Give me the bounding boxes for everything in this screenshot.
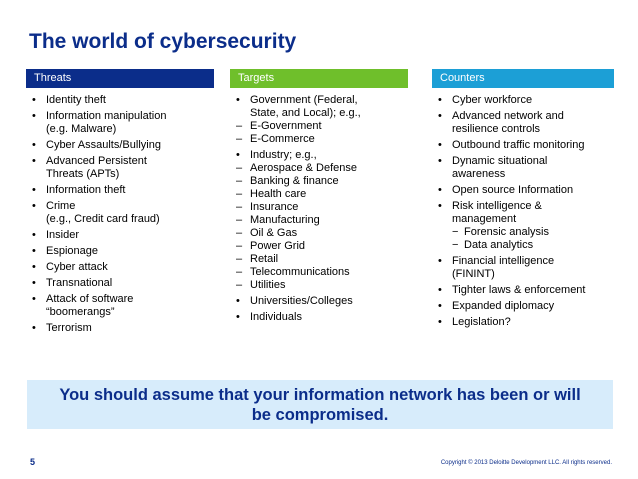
list-item [432,139,614,152]
bullet-marker: • [438,255,442,267]
copyright-notice: Copyright © 2013 Deloitte Development LLC. All rights reserved. [440,460,612,466]
list-item [432,284,614,297]
bullet-marker: – [236,175,243,187]
item-text: Cyber Assaults/Bullying [46,139,161,151]
list-item [230,149,408,162]
list-item [230,133,408,146]
item-text: awareness [452,168,506,180]
list-item [230,94,408,120]
item-text: Universities/Colleges [250,295,353,307]
bullet-marker: • [32,229,36,241]
bullet-marker: – [236,201,243,213]
item-text: Risk intelligence & [452,200,542,212]
list-item [230,266,408,279]
targets-column [230,69,408,327]
list-item [432,239,614,252]
targets-list [230,94,408,324]
list-item [230,120,408,133]
bullet-marker: • [438,184,442,196]
list-item [26,322,214,335]
list-item [432,200,614,226]
list-item [230,175,408,188]
bullet-marker: • [32,184,36,196]
bullet-marker: • [32,155,36,167]
item-text: E-Commerce [250,133,315,145]
list-item [26,277,214,290]
item-text: Forensic analysis [464,226,549,238]
bullet-marker: • [438,284,442,296]
item-text: resilience controls [452,123,541,135]
bullet-marker: • [438,94,442,106]
item-text: Retail [250,253,279,265]
item-text: Identity theft [46,94,106,106]
slide-title: The world of cybersecurity [29,30,297,53]
bullet-marker: – [236,214,243,226]
bullet-marker: • [32,293,36,305]
list-item [432,184,614,197]
threats-header: Threats [26,69,214,88]
list-item [26,229,214,242]
bullet-marker: • [32,94,36,106]
banner-line-2: be compromised. [251,406,389,424]
list-item [26,184,214,197]
item-text: Legislation? [452,316,511,328]
item-text: Information theft [46,184,126,196]
bullet-marker: – [236,120,243,132]
key-message-banner [27,380,613,429]
item-text: Expanded diplomacy [452,300,555,312]
item-text: Advanced network and [452,110,564,122]
bullet-marker: – [236,266,243,278]
list-item [26,293,214,319]
counters-header: Counters [432,69,614,88]
threats-column [26,69,214,338]
bullet-marker: – [236,133,243,145]
list-item [230,240,408,253]
item-text: Data analytics [464,239,534,251]
bullet-marker: • [32,261,36,273]
item-text: (FININT) [452,268,495,280]
item-text: Power Grid [250,240,306,252]
bullet-marker: • [438,110,442,122]
item-text: Manufacturing [250,214,320,226]
counters-column [432,69,614,332]
item-text: Open source Information [452,184,574,196]
item-text: State, and Local); e.g., [250,107,361,119]
item-text: Telecommunications [250,266,350,278]
list-item [230,279,408,292]
item-text: Tighter laws & enforcement [452,284,586,296]
item-text: Transnational [46,277,113,289]
item-text: Outbound traffic monitoring [452,139,585,151]
bullet-marker: • [32,200,36,212]
list-item [230,162,408,175]
bullet-marker: – [236,162,243,174]
item-text: Advanced Persistent [46,155,147,167]
item-text: Terrorism [46,322,92,334]
list-item [230,295,408,308]
list-item [26,110,214,136]
list-item [230,227,408,240]
bullet-marker: – [236,227,243,239]
item-text: Crime [46,200,76,212]
bullet-marker: • [32,322,36,334]
bullet-marker: • [438,300,442,312]
item-text: Individuals [250,311,302,323]
list-item [432,255,614,281]
bullet-marker: • [32,110,36,122]
item-text: Aerospace & Defense [250,162,358,174]
list-item [432,316,614,329]
item-text: Insurance [250,201,299,213]
bullet-marker: • [438,155,442,167]
list-item [26,139,214,152]
bullet-marker: • [236,149,240,161]
item-text: “boomerangs” [46,306,115,318]
list-item [26,94,214,107]
item-text: Attack of software [46,293,134,305]
bullet-marker: • [438,139,442,151]
threats-list [26,94,214,335]
list-item [432,110,614,136]
item-text: (e.g., Credit card fraud) [46,213,160,225]
bullet-marker: – [236,253,243,265]
list-item [230,188,408,201]
bullet-marker: • [236,311,240,323]
list-item [432,300,614,313]
list-item [26,245,214,258]
bullet-marker: − [452,226,459,238]
list-item [26,200,214,226]
item-text: Government (Federal, [250,94,358,106]
bullet-marker: • [236,94,240,106]
item-text: management [452,213,517,225]
bullet-marker: – [236,188,243,200]
item-text: Financial intelligence [452,255,555,267]
bullet-marker: – [236,279,243,291]
item-text: Insider [46,229,80,241]
item-text: E-Government [250,120,322,132]
list-item [432,94,614,107]
list-item [230,214,408,227]
list-item [26,261,214,274]
counters-list [432,94,614,329]
bullet-marker: • [32,139,36,151]
item-text: Industry; e.g., [250,149,317,161]
item-text: Threats (APTs) [46,168,120,180]
item-text: Cyber workforce [452,94,533,106]
bullet-marker: • [236,295,240,307]
list-item [230,311,408,324]
bullet-marker: – [236,240,243,252]
targets-header: Targets [230,69,408,88]
item-text: Dynamic situational [452,155,548,167]
banner-line-1: You should assume that your information network has been or will [59,386,581,404]
item-text: Utilities [250,279,286,291]
item-text: Oil & Gas [250,227,298,239]
item-text: Espionage [46,245,98,257]
list-item [432,226,614,239]
bullet-marker: • [438,200,442,212]
list-item [230,201,408,214]
item-text: Health care [250,188,307,200]
bullet-marker: • [438,316,442,328]
item-text: Information manipulation [46,110,167,122]
item-text: Cyber attack [46,261,108,273]
list-item [230,253,408,266]
bullet-marker: • [32,277,36,289]
item-text: Banking & finance [250,175,339,187]
bullet-marker: • [32,245,36,257]
item-text: (e.g. Malware) [46,123,117,135]
bullet-marker: − [452,239,459,251]
list-item [26,155,214,181]
list-item [432,155,614,181]
page-number: 5 [30,457,36,467]
